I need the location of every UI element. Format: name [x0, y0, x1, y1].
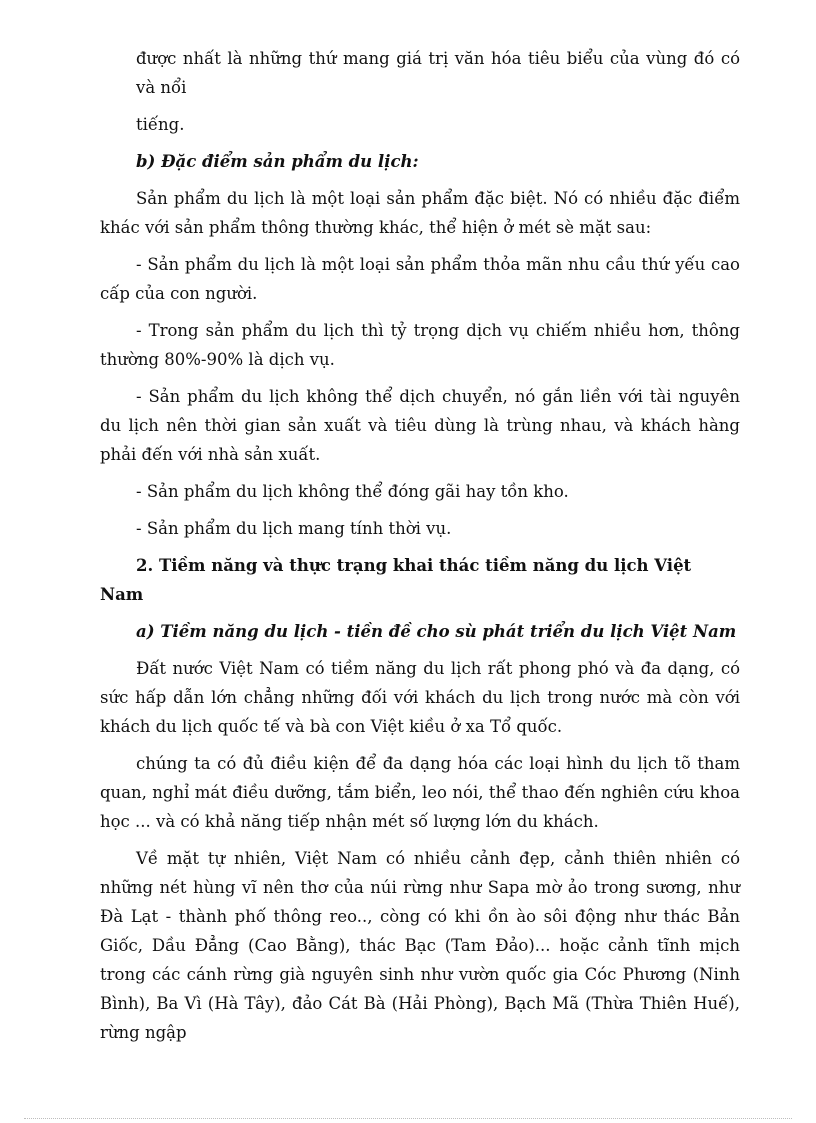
subheading-product-features: b) Đặc điểm sản phẩm du lịch:	[136, 152, 419, 171]
paragraph-continuation: được nhất là những thứ mang giá trị văn hóa tiêu biểu của vùng đó có và nổi	[136, 49, 740, 97]
heading-section-2: 2. Tiềm năng và thực trạng khai thác tiềm năng du lịch Việt Nam	[100, 556, 692, 604]
paragraph-product-intro: Sản phẩm du lịch là một loại sản phẩm đặc biệt. Nó có nhiều đặc điểm khác với sản phẩm thông thường khác, thể hiện ở mét sè mặt sau:	[100, 189, 740, 237]
paragraph-natural-scenery: Về mặt tự nhiên, Việt Nam có nhiều cảnh đẹp, cảnh thiên nhiên có những nét hùng vĩ nên thơ của núi rừng như Sapa mờ ảo trong sương, như Đà Lạt - thành phố thông reo.., còng có khi ồn ào sôi động như thác Bản Giốc, Dầu Đẳng (Cao Bằng), thác Bạc (Tam Đảo)... hoặc cảnh tĩnh mịch trong các cánh rừng già nguyên sinh như vườn quốc gia Cóc Phương (Ninh Bình), Ba Vì (Hà Tây), đảo Cát Bà (Hải Phòng), Bạch Mã (Thừa Thiên Huế), rừng ngập	[100, 849, 740, 1042]
page-bottom-rule	[24, 1118, 792, 1119]
bullet-seasonality: - Sản phẩm du lịch mang tính thời vụ.	[136, 519, 452, 538]
bullet-no-storage: - Sản phẩm du lịch không thể đóng gãi hay tồn kho.	[136, 482, 569, 501]
paragraph-rich-potential: Đất nước Việt Nam có tiềm năng du lịch rất phong phó và đa dạng, có sức hấp dẫn lớn chẳng những đối với khách du lịch trong nước mà còn với khách du lịch quốc tế và bà con Việt kiều ở xa Tổ quốc.	[100, 659, 740, 736]
subheading-tourism-potential: a) Tiềm năng du lịch - tiền đề cho sù phát triển du lịch Việt Nam	[136, 622, 737, 641]
bullet-service-share: - Trong sản phẩm du lịch thì tỷ trọng dịch vụ chiếm nhiều hơn, thông thường 80%-90% là dịch vụ.	[100, 321, 740, 369]
paragraph-diversification: chúng ta có đủ điều kiện để đa dạng hóa các loại hình du lịch tõ tham quan, nghỉ mát điều dưỡng, tắm biển, leo nói, thể thao đến nghiên cứu khoa học ... và có khả năng tiếp nhận mét số lượng lớn du khách.	[100, 754, 740, 831]
bullet-immobility: - Sản phẩm du lịch không thể dịch chuyển, nó gắn liền với tài nguyên du lịch nên thời gian sản xuất và tiêu dùng là trùng nhau, và khách hàng phải đến với nhà sản xuất.	[100, 387, 740, 464]
paragraph-continuation-end: tiếng.	[136, 115, 185, 134]
bullet-need-satisfaction: - Sản phẩm du lịch là một loại sản phẩm thỏa mãn nhu cầu thứ yếu cao cấp của con người.	[100, 255, 740, 303]
